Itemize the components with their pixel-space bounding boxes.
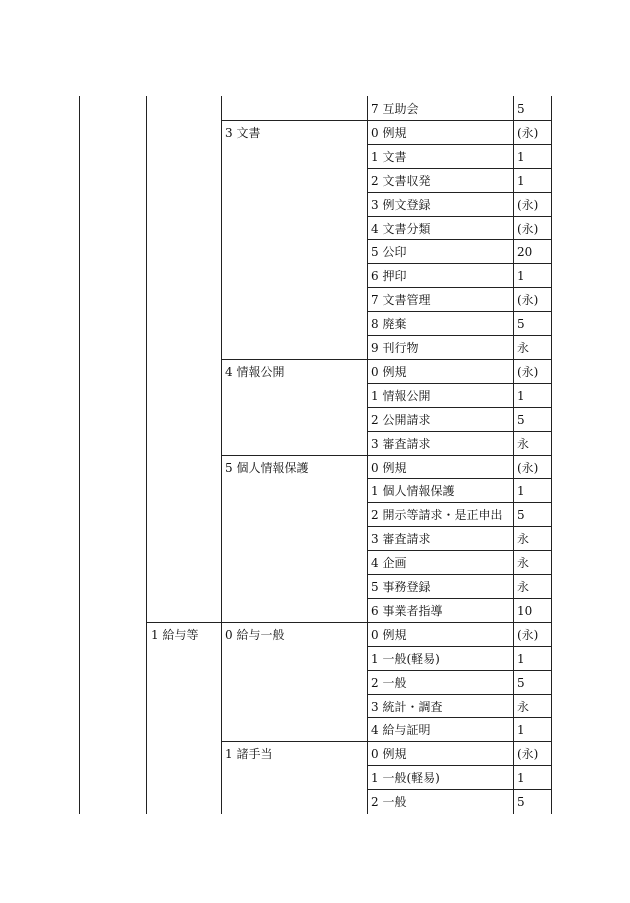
- item-label: 3 統計・調査: [371, 700, 443, 714]
- row-rule: [367, 431, 552, 432]
- retention-period: 1: [517, 389, 525, 403]
- item-label: 3 審査請求: [371, 437, 431, 451]
- item-label: 1 文書: [371, 150, 407, 164]
- row-rule: [367, 717, 552, 718]
- row-rule: [367, 168, 552, 169]
- retention-period: (永): [517, 461, 539, 475]
- item-label: 3 審査請求: [371, 532, 431, 546]
- row-rule: [367, 239, 552, 240]
- item-label: 6 押印: [371, 269, 407, 283]
- level3-label: 3 文書: [225, 126, 261, 140]
- row-rule: [367, 550, 552, 551]
- row-rule: [367, 789, 552, 790]
- row-rule: [367, 646, 552, 647]
- row-rule: [367, 383, 552, 384]
- group-rule-level3: [221, 455, 368, 456]
- retention-period: 永: [517, 341, 530, 355]
- row-rule: [367, 598, 552, 599]
- retention-period: 1: [517, 652, 525, 666]
- retention-period: 1: [517, 150, 525, 164]
- item-label: 3 例文登録: [371, 198, 431, 212]
- row-rule: [367, 335, 552, 336]
- group-rule-level3: [221, 120, 368, 121]
- retention-period: (永): [517, 365, 539, 379]
- item-label: 7 互助会: [371, 102, 419, 116]
- retention-period: 1: [517, 484, 525, 498]
- retention-period: 1: [517, 269, 525, 283]
- column-rule-0: [79, 96, 80, 814]
- row-rule: [367, 478, 552, 479]
- group-rule-level3: [221, 622, 368, 623]
- row-rule: [367, 526, 552, 527]
- retention-period: 永: [517, 580, 530, 594]
- row-rule: [367, 263, 552, 264]
- row-rule: [367, 287, 552, 288]
- retention-period: 永: [517, 700, 530, 714]
- row-rule: [367, 455, 552, 456]
- retention-period: 10: [517, 604, 533, 618]
- item-label: 4 給与証明: [371, 723, 431, 737]
- level2-label: 1 給与等: [151, 628, 199, 642]
- row-rule: [367, 765, 552, 766]
- retention-period: 20: [517, 245, 533, 259]
- row-rule: [367, 144, 552, 145]
- row-rule: [367, 359, 552, 360]
- level3-label: 0 給与一般: [225, 628, 285, 642]
- item-label: 1 一般(軽易): [371, 652, 440, 666]
- retention-period: (永): [517, 198, 539, 212]
- retention-period: 5: [517, 508, 525, 522]
- row-rule: [367, 311, 552, 312]
- item-label: 7 文書管理: [371, 293, 431, 307]
- retention-period: (永): [517, 747, 539, 761]
- retention-period: 5: [517, 317, 525, 331]
- item-label: 2 一般: [371, 676, 407, 690]
- item-label: 0 例規: [371, 461, 407, 475]
- row-rule: [367, 216, 552, 217]
- retention-period: 永: [517, 532, 530, 546]
- item-label: 2 公開請求: [371, 413, 431, 427]
- retention-period: 永: [517, 437, 530, 451]
- retention-period: (永): [517, 628, 539, 642]
- item-label: 4 文書分類: [371, 222, 431, 236]
- level3-label: 5 個人情報保護: [225, 461, 309, 475]
- item-label: 4 企画: [371, 556, 407, 570]
- row-rule: [367, 670, 552, 671]
- row-rule: [367, 120, 552, 121]
- retention-period: 5: [517, 676, 525, 690]
- group-rule-level3: [221, 359, 368, 360]
- retention-period: 永: [517, 556, 530, 570]
- item-label: 1 情報公開: [371, 389, 431, 403]
- level3-label: 1 諸手当: [225, 747, 273, 761]
- row-rule: [367, 622, 552, 623]
- item-label: 0 例規: [371, 747, 407, 761]
- item-label: 1 一般(軽易): [371, 771, 440, 785]
- item-label: 2 文書収発: [371, 174, 431, 188]
- row-rule: [367, 192, 552, 193]
- item-label: 0 例規: [371, 628, 407, 642]
- item-label: 8 廃棄: [371, 317, 407, 331]
- retention-period: 1: [517, 174, 525, 188]
- item-label: 0 例規: [371, 126, 407, 140]
- retention-period: 1: [517, 771, 525, 785]
- group-rule-level3: [221, 741, 368, 742]
- item-label: 6 事業者指導: [371, 604, 443, 618]
- item-label: 5 公印: [371, 245, 407, 259]
- row-rule: [367, 502, 552, 503]
- retention-period: 5: [517, 102, 525, 116]
- group-rule-level2: [146, 622, 222, 623]
- row-rule: [367, 694, 552, 695]
- item-label: 2 開示等請求・是正申出: [371, 508, 503, 522]
- row-rule: [367, 574, 552, 575]
- column-rule-1: [146, 96, 147, 814]
- item-label: 2 一般: [371, 795, 407, 809]
- retention-period: (永): [517, 293, 539, 307]
- item-label: 9 刊行物: [371, 341, 419, 355]
- item-label: 5 事務登録: [371, 580, 431, 594]
- retention-period: 1: [517, 723, 525, 737]
- item-label: 0 例規: [371, 365, 407, 379]
- row-rule: [367, 407, 552, 408]
- retention-period: 5: [517, 795, 525, 809]
- retention-period: 5: [517, 413, 525, 427]
- retention-period: (永): [517, 222, 539, 236]
- row-rule: [367, 741, 552, 742]
- item-label: 1 個人情報保護: [371, 484, 455, 498]
- level3-label: 4 情報公開: [225, 365, 285, 379]
- retention-period: (永): [517, 126, 539, 140]
